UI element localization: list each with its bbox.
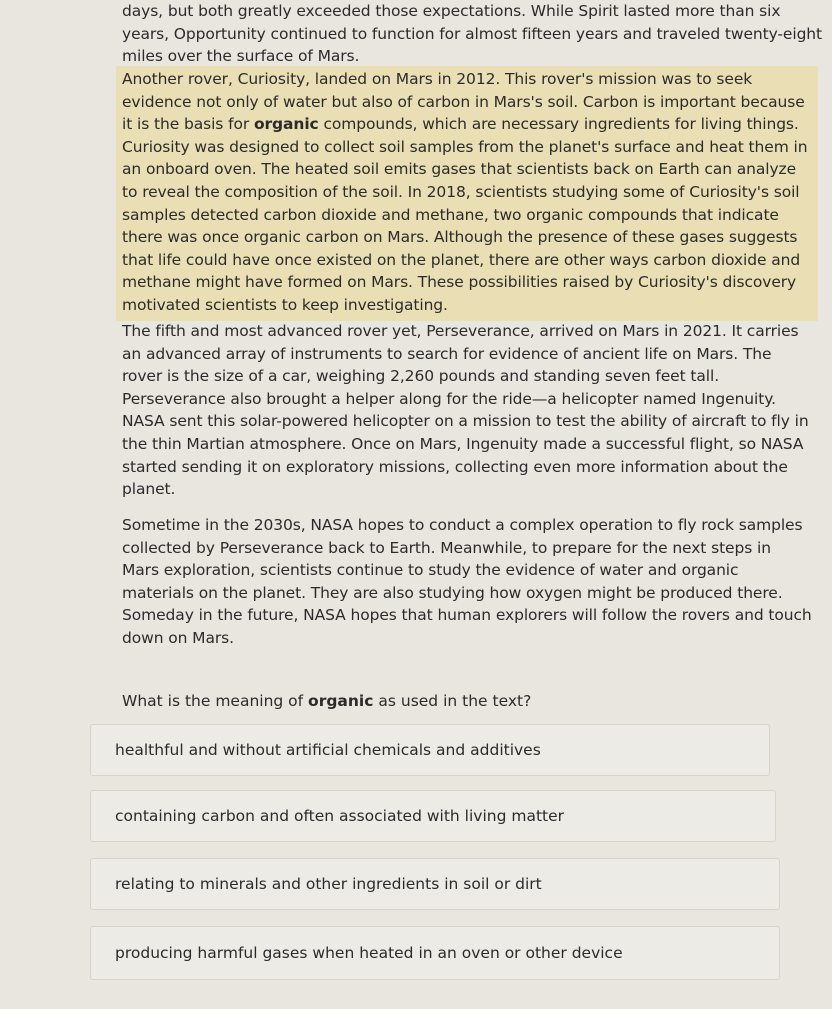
paragraph-2-text-after: compounds, which are necessary ingredients for living things. Curiosity was designed to collect soil samples from the planet's surface and heat them in an onboard oven. The heated soil emits gases that scientists back on Earth can analyze to reveal the composition of the soil. In 2018, scientists studying some of Curiosity's soil samples detected carbon dioxide and methane, two organic compounds that indicate there was once organic carbon on Mars. Although the presence of these gases suggests that life could have once existed on the planet, there are other ways carbon dioxide and methane might have formed on Mars. These possibilities raised by Curiosity's discovery motivated scientists to keep investigating. — [122, 115, 808, 314]
question-prompt — [122, 690, 812, 712]
answer-option-1[interactable] — [90, 724, 770, 776]
answer-option-label: producing harmful gases when heated in an oven or other device — [115, 944, 623, 962]
answer-option-label: healthful and without artificial chemicals and additives — [115, 741, 541, 759]
question-text-before: What is the meaning of — [122, 692, 309, 710]
passage-paragraph-1: days, but both greatly exceeded those expectations. While Spirit lasted more than six years, Opportunity continued to function for almost fifteen years and traveled twenty-eight miles over the surface of Mars. — [122, 2, 823, 66]
passage-paragraph-4: Sometime in the 2030s, NASA hopes to conduct a complex operation to fly rock samples collected by Perseverance back to Earth. Meanwhile, to prepare for the next steps in Mars exploration, scientists continue to study the evidence of water and organic materials on the planet. They are also studying how oxygen might be produced there. Someday in the future, NASA hopes that human explorers will follow the rovers and touch down on Mars. — [122, 516, 812, 647]
answer-option-2[interactable] — [90, 790, 776, 842]
paragraph-2-text-before: Another rover, Curiosity, landed on Mars in 2012. This rover's mission was to seek evidence not only of water but also of carbon in Mars's soil. Carbon is important because it is the basis for — [122, 70, 805, 134]
question-text-after: as used in the text? — [373, 692, 532, 710]
answer-option-label: relating to minerals and other ingredients in soil or dirt — [115, 875, 542, 893]
passage-paragraph-3: The fifth and most advanced rover yet, Perseverance, arrived on Mars in 2021. It carries an advanced array of instruments to search for evidence of ancient life on Mars. The rover is the size of a car, weighing 2,260 pounds and standing seven feet tall. Perseverance also brought a helper along for the ride—a helicopter named Ingenuity. NASA sent this solar-powered helicopter on a mission to test the ability of aircraft to fly in the thin Martian atmosphere. Once on Mars, Ingenuity made a successful flight, so NASA started sending it on exploratory missions, collecting even more information about the planet. — [122, 322, 809, 499]
question-keyword: organic — [308, 692, 374, 710]
keyword-organic: organic — [253, 115, 319, 134]
answer-option-3[interactable] — [90, 858, 780, 910]
answer-option-4[interactable] — [90, 926, 780, 980]
passage-paragraph-2-highlighted — [116, 66, 818, 321]
answer-option-label: containing carbon and often associated with living matter — [115, 807, 565, 825]
